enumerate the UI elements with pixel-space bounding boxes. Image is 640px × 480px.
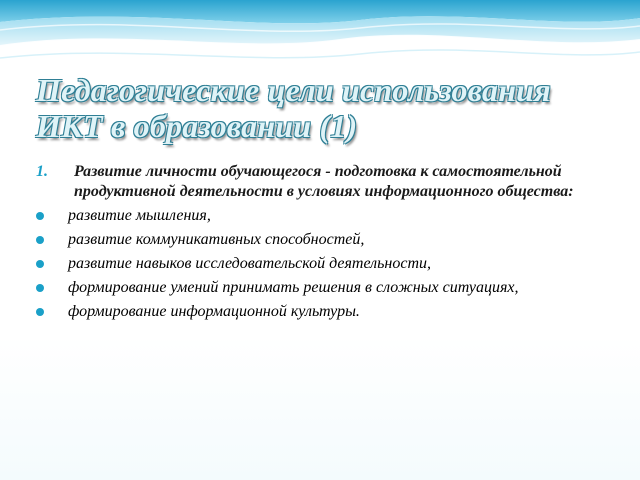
- bullet-list: [36, 206, 606, 322]
- slide-title-line-1: Педагогические цели использования: [36, 72, 551, 108]
- slide-title-line-2: ИКТ в образовании (1): [36, 108, 358, 144]
- bullet-icon: [36, 260, 44, 268]
- bullet-text: развитие коммуникативных способностей,: [68, 231, 365, 248]
- slide-title: [36, 72, 616, 144]
- bullet-text: развитие мышления,: [68, 207, 211, 224]
- bullet-text: формирование умений принимать решения в сложных ситуациях,: [68, 279, 519, 296]
- bullet-text: формирование информационной культуры.: [68, 303, 360, 320]
- list-item: [36, 254, 606, 274]
- list-item: [36, 206, 606, 226]
- point-text: Развитие личности обучающегося - подготовка к самостоятельной продуктивной деятельности в условиях информационного общества:: [74, 163, 574, 200]
- slide-content: [36, 162, 606, 326]
- bullet-text: развитие навыков исследовательской деятельности,: [68, 255, 432, 272]
- bullet-icon: [36, 284, 44, 292]
- list-item: [36, 230, 606, 250]
- numbered-point: [36, 162, 606, 202]
- list-item: [36, 278, 606, 298]
- bullet-icon: [36, 308, 44, 316]
- list-item: [36, 302, 606, 322]
- bullet-icon: [36, 212, 44, 220]
- point-number: 1.: [36, 163, 48, 180]
- bullet-icon: [36, 236, 44, 244]
